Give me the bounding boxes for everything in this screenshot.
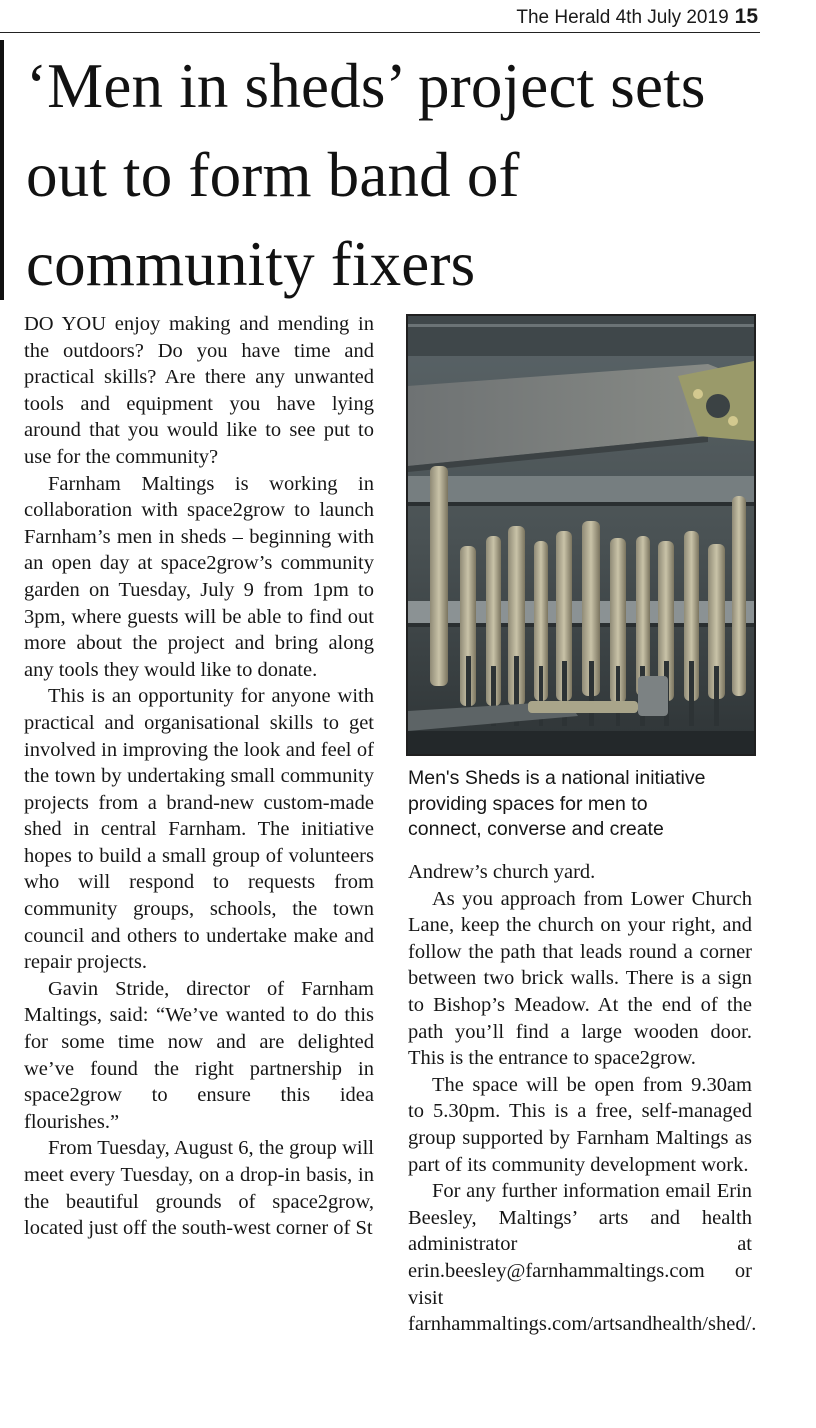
tools-photo-illustration <box>408 316 754 754</box>
page-number: 15 <box>734 5 758 28</box>
article-paragraph: DO YOU enjoy making and mending in the outdoors? Do you have time and practical skills? Are there any unwanted tools and equipment you have lying around that you would like to see put to use for the community? <box>24 313 374 468</box>
masthead <box>516 5 758 29</box>
headline: ‘Men in sheds’ project sets out to form band of community fixers <box>26 51 706 299</box>
header-rule <box>0 32 760 33</box>
article-paragraph: From Tuesday, August 6, the group will meet every Tuesday, on a drop-in basis, in the beautiful grounds of space2grow, located just off the south-west corner of St <box>24 1137 374 1240</box>
article-paragraph: The space will be open from 9.30am to 5.30pm. This is a free, self-managed group supported by Farnham Maltings as part of its community development work. <box>408 1073 752 1176</box>
article-paragraph: Farnham Maltings is working in collaboration with space2grow to launch Farnham’s men in sheds – beginning with an open day at space2grow’s community garden on Tuesday, July 9 from 1pm to 3pm, where guests will be able to find out more about the project and bring along any tools they would like to donate. <box>24 472 374 681</box>
article-paragraph: For any further information email Erin Beesley, Maltings’ arts and health administrator at erin.beesley@farnhammaltings.com or visit farnhammaltings.com/artsandhealth/shed/. <box>408 1180 757 1336</box>
article-paragraph: Andrew’s church yard. <box>408 861 596 883</box>
article-column-left <box>24 311 374 1242</box>
article-paragraph: This is an opportunity for anyone with practical and organisational skills to get involved in improving the look and feel of the town by undertaking small community projects from a brand-new custom-made shed in central Farnham. The initiative hopes to build a small group of volunteers who will respond to requests from community groups, schools, the town council and others to undertake make and repair projects. <box>24 685 374 974</box>
publication-date: The Herald 4th July 2019 <box>516 7 729 28</box>
article-column-right <box>408 859 757 1338</box>
caption-line: Men's Sheds is a national initiative <box>408 767 706 789</box>
photo-caption <box>408 766 768 843</box>
article-photo <box>406 314 756 756</box>
caption-line: providing spaces for men to <box>408 792 648 815</box>
caption-line: connect, converse and create <box>408 818 664 840</box>
article-paragraph: Gavin Stride, director of Farnham Maltings, said: “We’ve wanted to do this for some time now and are delighted we’ve found the right partnership in space2grow to ensure this idea flourishes.” <box>24 977 374 1133</box>
article-paragraph: As you approach from Lower Church Lane, keep the church on your right, and follow the path that leads round a corner between two brick walls. There is a sign to Bishop’s Meadow. At the end of the path you’ll find a large wooden door. This is the entrance to space2grow. <box>408 887 752 1070</box>
headline-side-rule <box>0 40 4 300</box>
